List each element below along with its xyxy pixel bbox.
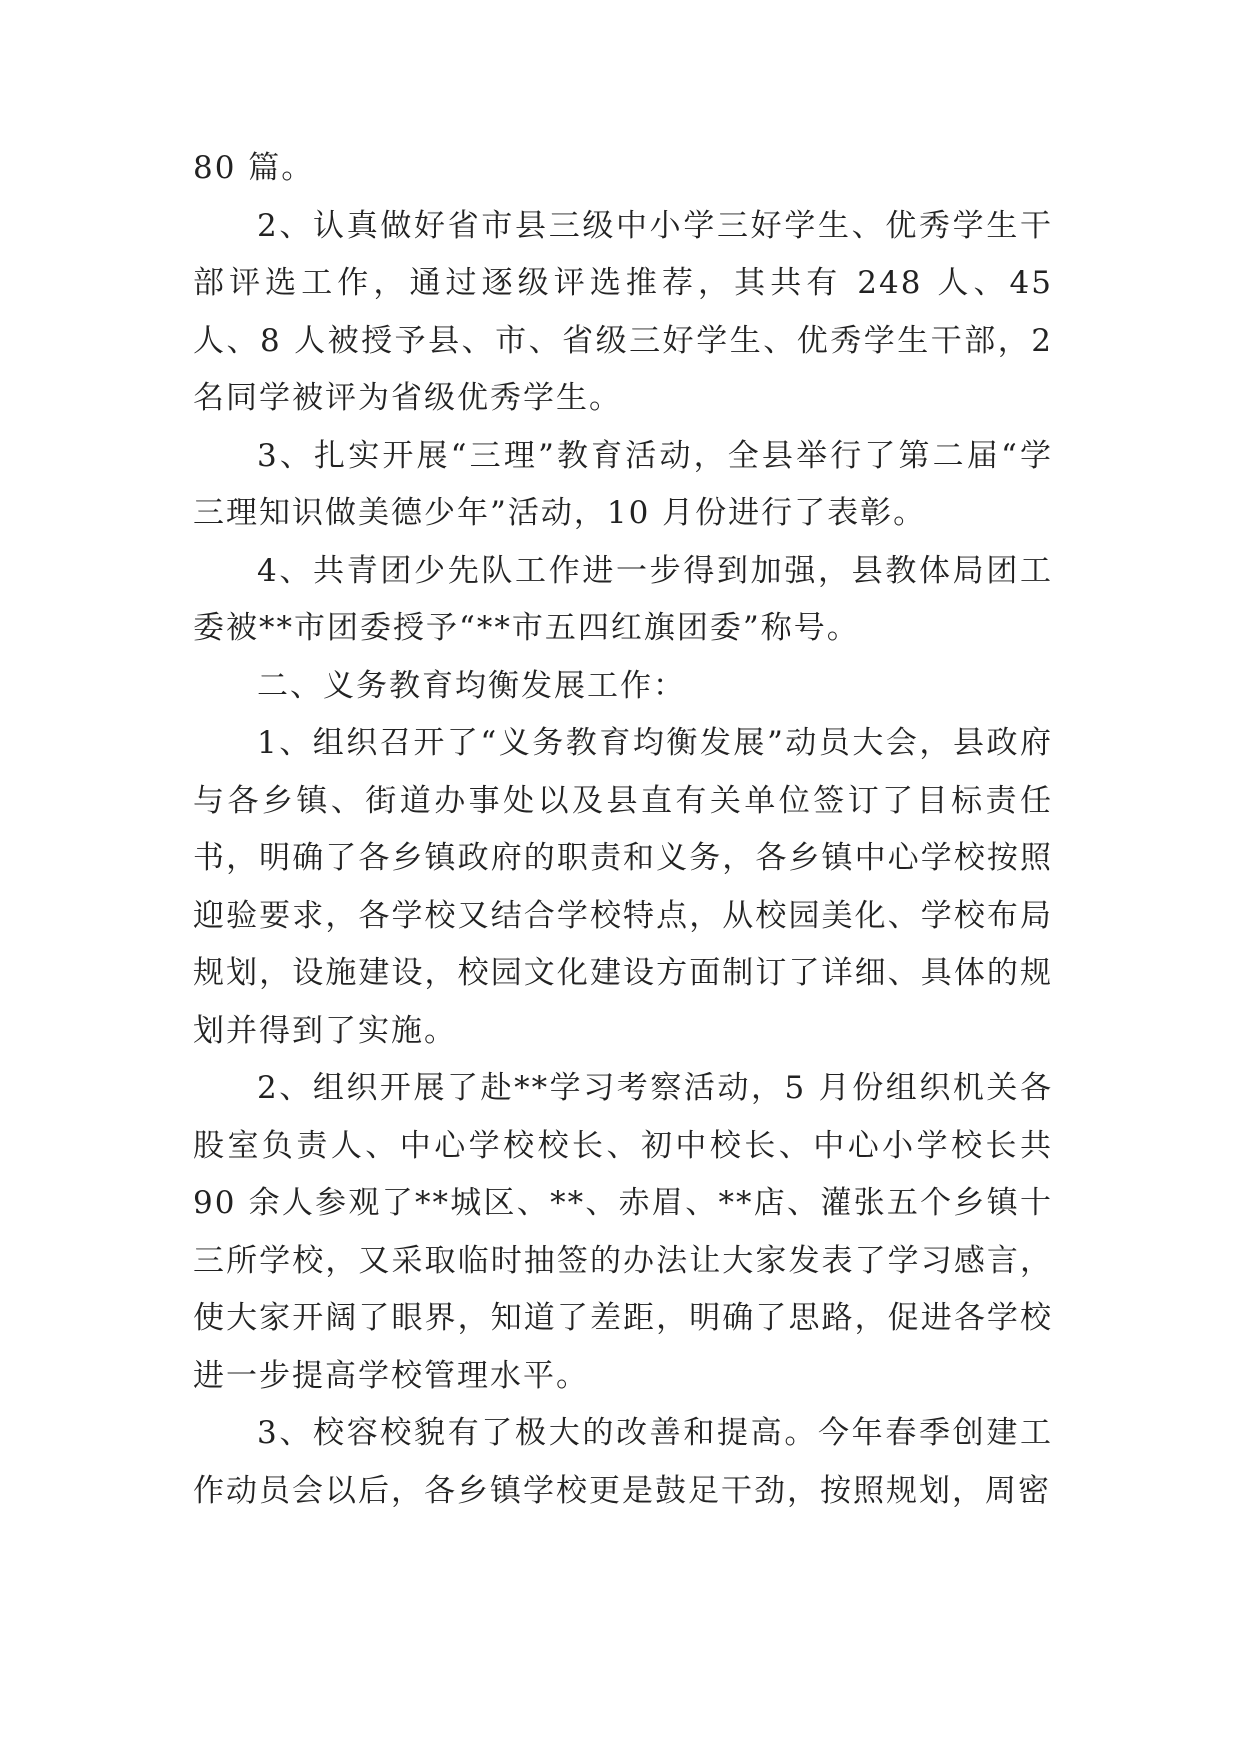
paragraph-2: 2、认真做好省市县三级中小学三好学生、优秀学生干部评选工作，通过逐级评选推荐，其共有 248 人、45 人、8 人被授予县、市、省级三好学生、优秀学生干部，2 名同学被评为省级优秀学生。 [193,207,1053,416]
paragraph-1: 80 篇。 [193,150,315,186]
paragraph-3: 3、扎实开展“三理”教育活动，全县举行了第二届“学三理知识做美德少年”活动，10 月份进行了表彰。 [193,437,1053,531]
paragraph-7: 3、校容校貌有了极大的改善和提高。今年春季创建工作动员会以后，各乡镇学校更是鼓足干劲，按照规划，周密 [193,1415,1053,1509]
paragraph-4: 4、共青团少先队工作进一步得到加强，县教体局团工委被**市团委授予“**市五四红旗团委”称号。 [193,552,1053,646]
paragraph-5: 1、组织召开了“义务教育均衡发展”动员大会，县政府与各乡镇、街道办事处以及县直有关单位签订了目标责任书，明确了各乡镇政府的职责和义务，各乡镇中心学校按照迎验要求，各学校又结合学校特点，从校园美化、学校布局规划，设施建设，校园文化建设方面制订了详细、具体的规划并得到了实施。 [193,725,1053,1049]
document-page [193,140,1053,1520]
section-heading: 二、义务教育均衡发展工作： [257,667,686,704]
paragraph-6: 2、组织开展了赴**学习考察活动，5 月份组织机关各股室负责人、中心学校校长、初中校长、中心小学校长共 90 余人参观了**城区、**、赤眉、**店、灌张五个乡镇十三所学校，又采取临时抽签的办法让大家发表了学习感言，使大家开阔了眼界，知道了差距，明确了思路，促进各学校进一步提高学校管理水平。 [193,1070,1053,1394]
